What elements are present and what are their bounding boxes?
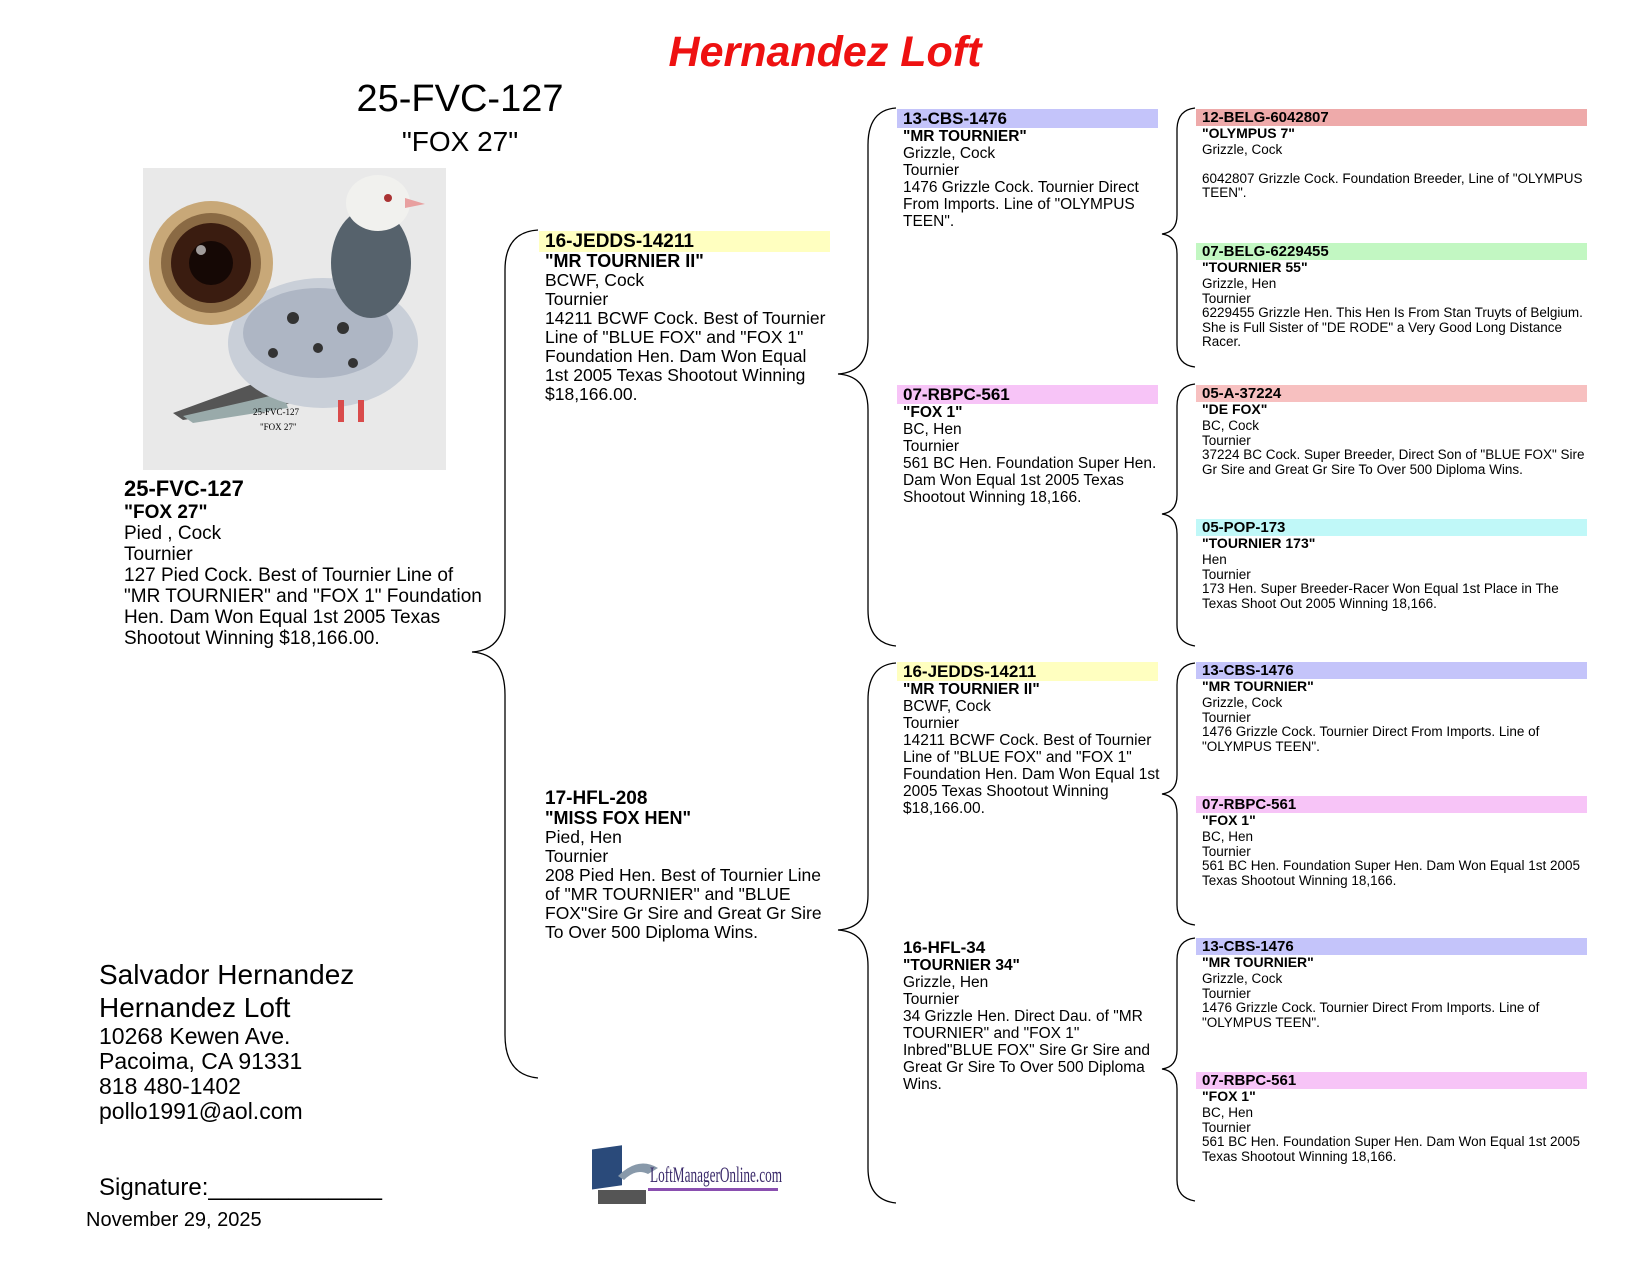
grandparent-color-sex: Grizzle, Cock — [903, 145, 996, 162]
great-grandparent-ring: 12-BELG-6042807 — [1196, 109, 1587, 126]
sire-color-sex: BCWF, Cock — [545, 270, 645, 290]
dam-description: 208 Pied Hen. Best of Tournier Line of "MR TOURNIER" and "BLUE FOX"Sire Gr Sire and Great Gr Sire To Over 500 Diploma Wins. — [545, 865, 822, 942]
grandparent-color-sex: Grizzle, Hen — [903, 974, 989, 991]
header-ring-number: 25-FVC-127 — [356, 78, 564, 120]
grandparent-name: "FOX 1" — [903, 404, 963, 421]
dam-strain: Tournier — [545, 846, 609, 866]
great-grandparent-name: "FOX 1" — [1202, 1088, 1256, 1104]
sire-strain: Tournier — [545, 289, 609, 309]
great-grandparent-description: 561 BC Hen. Foundation Super Hen. Dam Won Equal 1st 2005 Texas Shootout Winning 18,166. — [1202, 858, 1580, 888]
bracket-gen3-b — [1162, 384, 1195, 646]
great-grandparent-description: 173 Hen. Super Breeder-Racer Won Equal 1st Place in The Texas Shoot Out 2005 Winning 18,166. — [1202, 581, 1559, 611]
signature-line: Signature:_____________ — [99, 1174, 382, 1201]
grandparent-strain: Tournier — [903, 162, 959, 179]
great-grandparent-name: "MR TOURNIER" — [1202, 678, 1314, 694]
owner-info — [99, 958, 354, 1124]
great-grandparent-strain: Tournier — [1202, 290, 1251, 306]
great-grandparent-color-sex: Grizzle, Cock — [1202, 971, 1283, 986]
grandparent-name: "TOURNIER 34" — [903, 957, 1020, 974]
great-grandparent-name: "TOURNIER 55" — [1202, 259, 1308, 275]
grandparent-description: 1476 Grizzle Cock. Tournier Direct From Imports. Line of "OLYMPUS TEEN". — [903, 179, 1139, 230]
sire-description: 14211 BCWF Cock. Best of Tournier Line of "BLUE FOX" and "FOX 1" Foundation Hen. Dam Won Equal 1st 2005 Texas Shootout Winning $18,166.00. — [545, 308, 826, 404]
great-grandparent-ring: 05-A-37224 — [1196, 385, 1587, 402]
great-grandparent-name: "TOURNIER 173" — [1202, 535, 1316, 551]
grandparent-ring: 13-CBS-1476 — [897, 109, 1158, 128]
loft-title: Hernandez Loft — [668, 28, 982, 76]
grandparent-ring: 16-JEDDS-14211 — [897, 662, 1158, 681]
dam-color-sex: Pied, Hen — [545, 827, 622, 847]
owner-address: 10268 Kewen Ave. — [99, 1023, 291, 1049]
bracket-gen3-a — [1162, 108, 1195, 367]
owner-email: pollo1991@aol.com — [99, 1098, 303, 1124]
logo-text: LoftManagerOnline.com — [650, 1162, 782, 1187]
print-date: November 29, 2025 — [86, 1209, 262, 1231]
subject-ring: 25-FVC-127 — [124, 476, 244, 501]
grandparent-strain: Tournier — [903, 438, 959, 455]
great-grandparent-description: 1476 Grizzle Cock. Tournier Direct From Imports. Line of "OLYMPUS TEEN". — [1202, 724, 1540, 754]
subject-description: 127 Pied Cock. Best of Tournier Line of "MR TOURNIER" and "FOX 1" Foundation Hen. Dam Won Equal 1st 2005 Texas Shootout Winning $18,166.00. — [124, 565, 482, 649]
great-grandparent-description: 6042807 Grizzle Cock. Foundation Breeder, Line of "OLYMPUS TEEN". — [1202, 170, 1583, 200]
great-grandparent-name: "FOX 1" — [1202, 812, 1256, 828]
great-grandparent-ring: 13-CBS-1476 — [1196, 938, 1587, 955]
owner-name: Salvador Hernandez — [99, 959, 355, 990]
grandparent-description: 14211 BCWF Cock. Best of Tournier Line of "BLUE FOX" and "FOX 1" Foundation Hen. Dam Won Equal 1st 2005 Texas Shootout Winning $18,166.00. — [903, 732, 1160, 817]
great-grandparent-color-sex: BC, Hen — [1202, 1105, 1254, 1120]
grandparent-description: 561 BC Hen. Foundation Super Hen. Dam Won Equal 1st 2005 Texas Shootout Winning 18,166. — [903, 455, 1157, 506]
great-grandparent-description: 6229455 Grizzle Hen. This Hen Is From Stan Truyts of Belgium. She is Full Sister of "DE RODE" a Very Good Long Distance Racer. — [1202, 305, 1583, 349]
great-grandparent-color-sex: Grizzle, Cock — [1202, 142, 1283, 157]
great-grandparent-name: "DE FOX" — [1202, 401, 1268, 417]
subject-name: "FOX 27" — [124, 502, 208, 523]
dam-name: "MISS FOX HEN" — [545, 808, 692, 828]
great-grandparent-color-sex: Hen — [1202, 552, 1227, 567]
great-grandparent-color-sex: BC, Cock — [1202, 418, 1260, 433]
grandparent-name: "MR TOURNIER II" — [903, 681, 1040, 698]
great-grandparent-name: "MR TOURNIER" — [1202, 954, 1314, 970]
great-grandparent-name: "OLYMPUS 7" — [1202, 125, 1295, 141]
great-grandparent-strain: Tournier — [1202, 843, 1251, 859]
bracket-gen1 — [472, 230, 538, 1078]
owner-phone: 818 480-1402 — [99, 1073, 241, 1099]
dam-ring: 17-HFL-208 — [545, 788, 648, 809]
grandparent-strain: Tournier — [903, 991, 959, 1008]
great-grandparent-ring: 07-RBPC-561 — [1196, 796, 1587, 813]
great-grandparent-strain: Tournier — [1202, 1119, 1251, 1135]
header-bird-name: "FOX 27" — [401, 126, 519, 157]
great-grandparent-description: 37224 BC Cock. Super Breeder, Direct Son of "BLUE FOX" Sire Gr Sire and Great Gr Sire To Over 500 Diploma Wins. — [1202, 447, 1585, 477]
owner-loft: Hernandez Loft — [99, 992, 291, 1023]
grandparent-strain: Tournier — [903, 715, 959, 732]
grandparent-color-sex: BC, Hen — [903, 421, 962, 438]
great-grandparent-color-sex: Grizzle, Hen — [1202, 276, 1277, 291]
owner-city: Pacoima, CA 91331 — [99, 1048, 303, 1074]
sire-name: "MR TOURNIER II" — [545, 251, 704, 271]
bracket-gen2-upper — [838, 108, 896, 646]
great-grandparent-strain: Tournier — [1202, 985, 1251, 1001]
grandparent-color-sex: BCWF, Cock — [903, 698, 991, 715]
great-grandparent-strain: Tournier — [1202, 432, 1251, 448]
great-grandparent-description: 1476 Grizzle Cock. Tournier Direct From Imports. Line of "OLYMPUS TEEN". — [1202, 1000, 1540, 1030]
loftmanager-logo — [588, 1146, 788, 1208]
sire-ring: 16-JEDDS-14211 — [539, 231, 830, 252]
subject-color-sex: Pied , Cock — [124, 523, 222, 544]
bracket-gen2-lower — [838, 663, 896, 1203]
photo-caption-ring: 25-FVC-127 — [253, 407, 300, 417]
great-grandparent-color-sex: Grizzle, Cock — [1202, 695, 1283, 710]
great-grandparent-ring: 13-CBS-1476 — [1196, 662, 1587, 679]
great-grandparent-strain: Tournier — [1202, 566, 1251, 582]
grandparent-name: "MR TOURNIER" — [903, 128, 1027, 145]
great-grandparent-ring: 07-BELG-6229455 — [1196, 243, 1587, 260]
grandparent-ring: 16-HFL-34 — [903, 938, 986, 957]
bracket-gen3-c — [1162, 663, 1195, 925]
photo-caption-name: "FOX 27" — [260, 422, 297, 432]
subject-strain: Tournier — [124, 544, 193, 565]
grandparent-ring: 07-RBPC-561 — [897, 385, 1158, 404]
grandparent-description: 34 Grizzle Hen. Direct Dau. of "MR TOURNIER" and "FOX 1" Inbred"BLUE FOX" Sire Gr Sire and Great Gr Sire To Over 500 Diploma Wins. — [903, 1008, 1151, 1093]
great-grandparent-color-sex: BC, Hen — [1202, 829, 1254, 844]
great-grandparent-strain: Tournier — [1202, 709, 1251, 725]
great-grandparent-ring: 07-RBPC-561 — [1196, 1072, 1587, 1089]
great-grandparent-ring: 05-POP-173 — [1196, 519, 1587, 536]
bracket-gen3-d — [1162, 938, 1195, 1201]
great-grandparent-description: 561 BC Hen. Foundation Super Hen. Dam Won Equal 1st 2005 Texas Shootout Winning 18,166. — [1202, 1134, 1580, 1164]
